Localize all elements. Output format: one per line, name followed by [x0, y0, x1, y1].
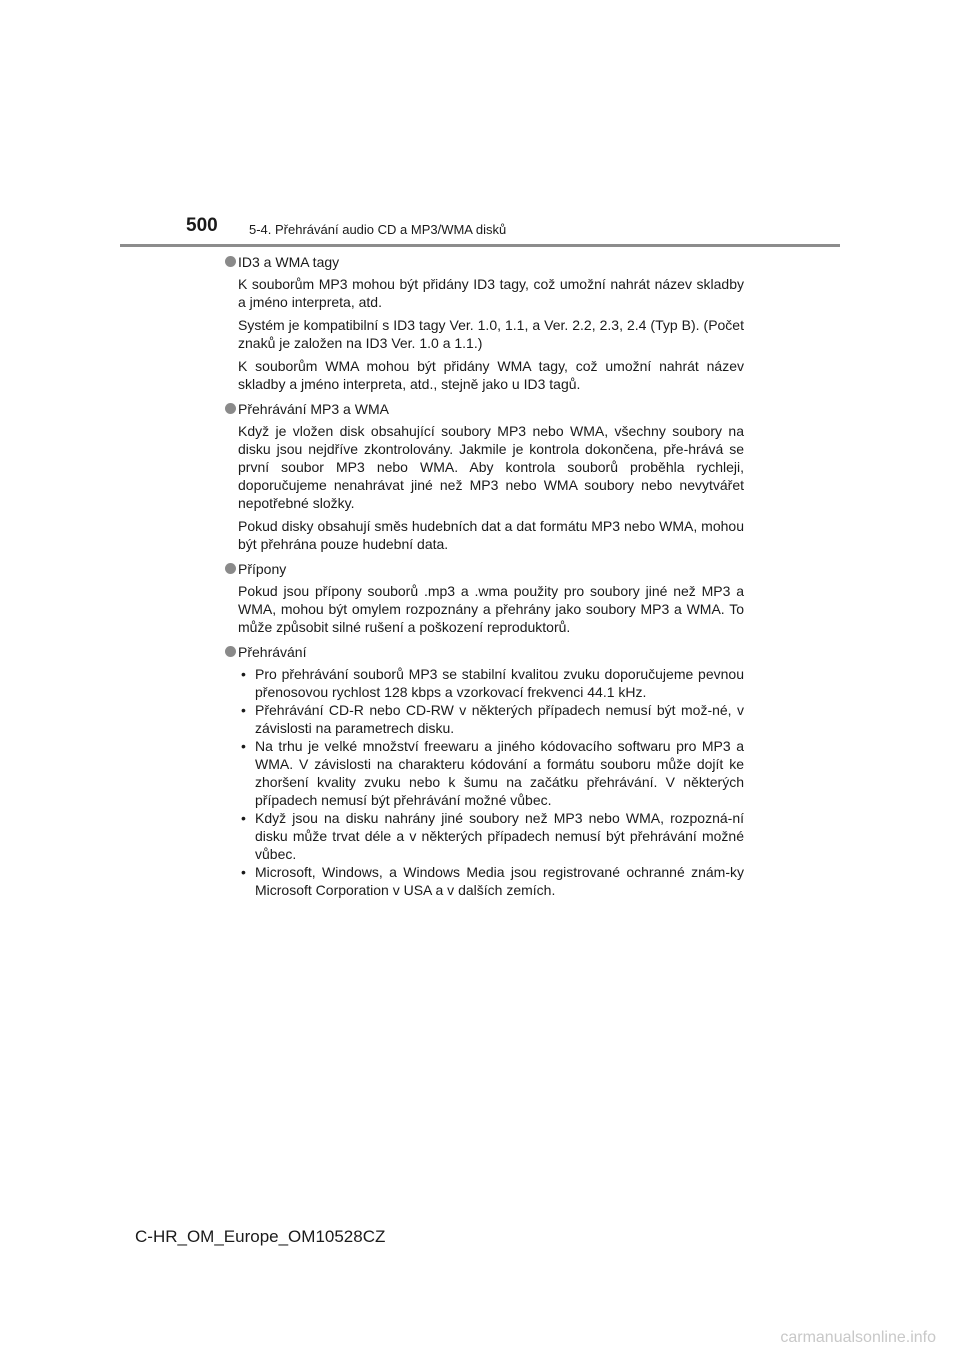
section-heading	[224, 643, 744, 661]
section-heading-text: Přípony	[238, 561, 287, 577]
watermark: carmanualsonline.info	[780, 1329, 936, 1346]
list-item	[238, 863, 744, 899]
page-number: 500	[186, 215, 218, 236]
paragraph: Systém je kompatibilní s ID3 tagy Ver. 1.0, 1.1, a Ver. 2.2, 2.3, 2.4 (Typ B). (Počet znaků je založen na ID3 Ver. 1.0 a 1.1.)	[238, 317, 744, 351]
paragraph: K souborům MP3 mohou být přidány ID3 tagy, což umožní nahrát název skladby a jméno interpreta, atd.	[238, 276, 744, 310]
main-content	[224, 253, 744, 906]
section-heading	[224, 400, 744, 418]
section-playback	[224, 643, 744, 899]
paragraph: Pokud jsou přípony souborů .mp3 a .wma použity pro soubory jiné než MP3 a WMA, mohou být omylem rozpoznány a přehrány jako soubory MP3 a WMA. To může způsobit silné rušení a poškození reproduktorů.	[238, 583, 744, 635]
bullet-icon	[225, 256, 236, 267]
list-bullet-icon: •	[241, 864, 246, 880]
list-item	[238, 809, 744, 863]
list-item	[238, 701, 744, 737]
paragraph: Pokud disky obsahují směs hudebních dat a dat formátu MP3 nebo WMA, mohou být přehrána pouze hudební data.	[238, 518, 744, 552]
bullet-icon	[225, 403, 236, 414]
running-head: 5-4. Přehrávání audio CD a MP3/WMA disků	[249, 222, 507, 237]
paragraph: K souborům WMA mohou být přidány WMA tagy, což umožní nahrát název skladby a jméno interpreta, atd., stejně jako u ID3 tagů.	[238, 358, 744, 392]
section-heading	[224, 253, 744, 271]
section-playback-mp3-wma	[224, 400, 744, 553]
list-item-text: Přehrávání CD-R nebo CD-RW v některých případech nemusí být mož-né, v závislosti na parametrech disku.	[255, 702, 744, 736]
list-bullet-icon: •	[241, 738, 246, 754]
footer-manual-code: C-HR_OM_Europe_OM10528CZ	[135, 1227, 386, 1246]
playback-notes-list	[238, 665, 744, 899]
list-item-text: Microsoft, Windows, a Windows Media jsou registrované ochranné znám-ky Microsoft Corporation v USA a v dalších zemích.	[255, 864, 744, 898]
section-heading-text: Přehrávání MP3 a WMA	[238, 401, 389, 417]
paragraph: Když je vložen disk obsahující soubory MP3 nebo WMA, všechny soubory na disku jsou nejdříve zkontrolovány. Jakmile je kontrola dokončena, pře-hrává se první soubor MP3 nebo WMA. Aby kontrola souborů proběhla rychleji, doporučujeme nenahrávat jiné než MP3 nebo WMA soubory nebo nevytvářet nepotřebné složky.	[238, 423, 744, 511]
section-id3-tags	[224, 253, 744, 393]
bullet-icon	[225, 563, 236, 574]
list-item-text: Když jsou na disku nahrány jiné soubory než MP3 nebo WMA, rozpozná-ní disku může trvat déle a v některých případech nemusí být přehrávání možné vůbec.	[255, 810, 744, 862]
list-bullet-icon: •	[241, 666, 246, 682]
list-item-text: Pro přehrávání souborů MP3 se stabilní kvalitou zvuku doporučujeme pevnou přenosovou rychlost 128 kbps a vzorkovací frekvenci 44.1 kHz.	[255, 666, 744, 700]
list-item	[238, 665, 744, 701]
list-bullet-icon: •	[241, 702, 246, 718]
bullet-icon	[225, 646, 236, 657]
list-item-text: Na trhu je velké množství freewaru a jiného kódovacího softwaru pro MP3 a WMA. V závislosti na charakteru kódování a formátu souboru může dojít ke zhoršení kvality zvuku nebo k šumu na začátku přehrávání. V některých případech nemusí být přehrávání možné vůbec.	[255, 738, 744, 808]
header-rule	[120, 244, 840, 247]
section-heading-text: Přehrávání	[238, 644, 307, 660]
section-extensions	[224, 560, 744, 636]
section-heading	[224, 560, 744, 578]
list-item	[238, 737, 744, 809]
section-heading-text: ID3 a WMA tagy	[238, 254, 340, 270]
list-bullet-icon: •	[241, 810, 246, 826]
